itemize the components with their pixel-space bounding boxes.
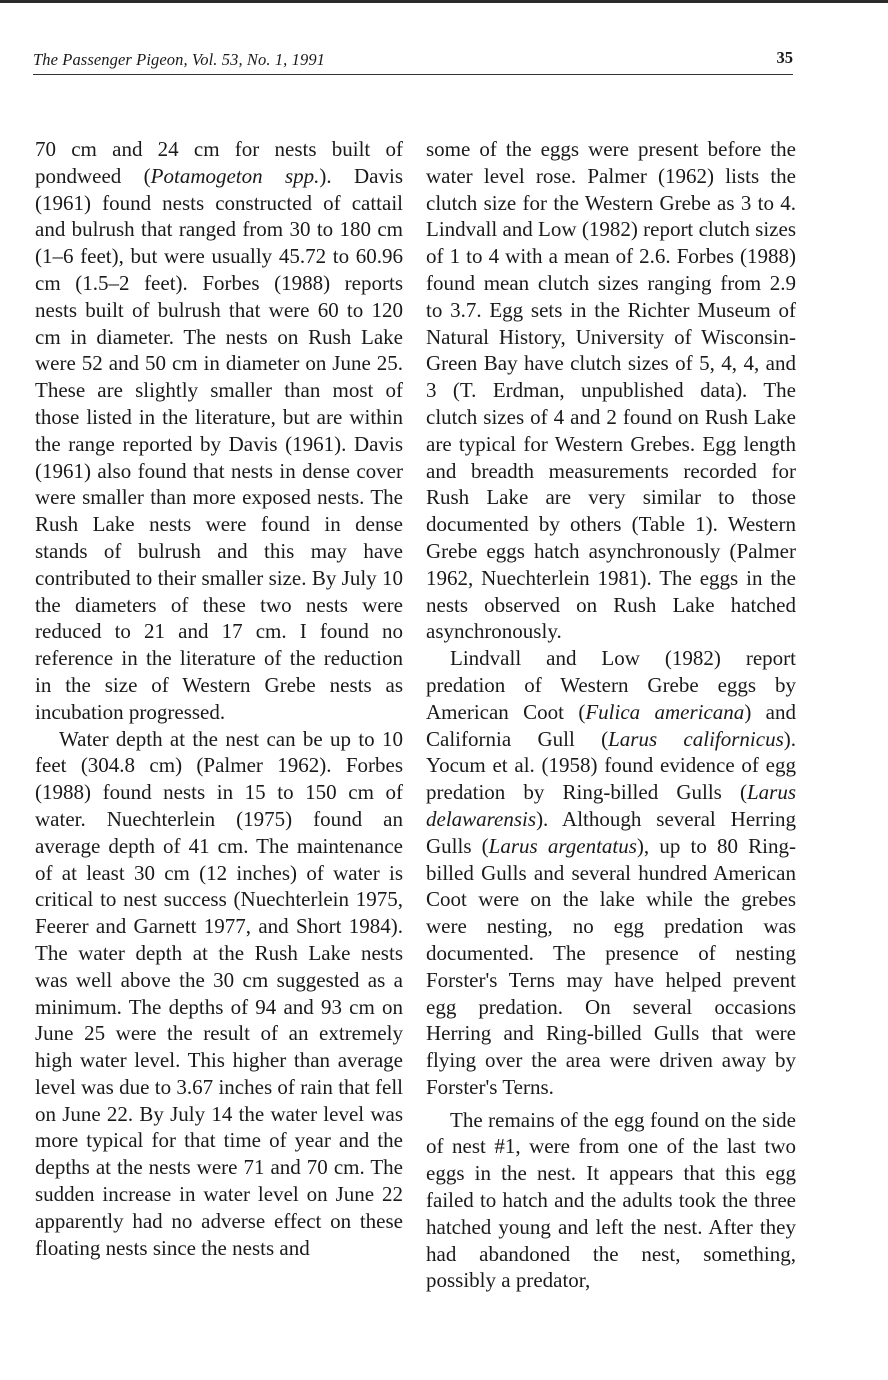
text-run: ). Yocum et al. (1958) found evidence of egg predation by Ring-billed Gulls ( [426,726,796,805]
text-run: ). Although several Herring Gulls ( [426,806,796,858]
paragraph [35,136,403,726]
right-column [426,136,796,1294]
paragraph [426,136,796,645]
paragraph [426,1107,796,1295]
left-column [35,136,403,1261]
species-name: Potamogeton spp. [150,163,320,188]
text-run: some of the eggs were present before the water level rose. Palmer (1962) lists the clutch size for the Western Grebe as 3 to 4. Lindvall and Low (1982) report clutch sizes of 1 to 4 with a mean of 2.6. Forbes (1988) found mean clutch sizes ranging from 2.9 to 3.7. Egg sets in the Richter Museum of Natural History, University of Wisconsin-Green Bay have clutch sizes of 5, 4, 4, and 3 (T. Erdman, unpublished data). The clutch sizes of 4 and 2 found on Rush Lake are typical for Western Grebes. Egg length and breadth measurements recorded for Rush Lake are very similar to those documented by others (Table 1). Western Grebe eggs hatch asynchronously (Palmer 1962, Nuechterlein 1981). The eggs in the nests observed on Rush Lake hatched asynchronously. [426,137,796,644]
top-border-rule [0,0,888,3]
text-run: ) and California Gull ( [426,699,796,751]
text-run: 70 cm and 24 cm for nests built of pondweed ( [35,137,403,188]
text-run: Lindvall and Low (1982) report predation of Western Grebe eggs by American Coot ( [426,646,796,724]
paragraph [426,645,796,1101]
species-name: Larus delawarensis [426,780,796,831]
text-run: ), up to 80 Ring-billed Gulls and several hundred American Coot were on the lake while the grebes were nesting, no egg predation was documented. The presence of nesting Forster's Terns may have helped prevent egg predation. On several occasions Herring and Ring-billed Gulls that were flying over the area were driven away by Forster's Terns. [426,833,796,1099]
species-name: Larus argentatus [488,833,637,858]
text-run: ). Davis (1961) found nests constructed of cattail and bulrush that ranged from 30 to 180 cm (1–6 feet), but were usually 45.72 to 60.96 cm (1.5–2 feet). Forbes (1988) reports nests built of bulrush that were 60 to 120 cm in diameter. The nests on Rush Lake were 52 and 50 cm in diameter on June 25. These are slightly smaller than most of those listed in the literature, but are within the range reported by Davis (1961). Davis (1961) also found that nests in dense cover were smaller than more exposed nests. The Rush Lake nests were found in dense stands of bulrush and this may have contributed to their smaller size. By July 10 the diameters of these two nests were reduced to 21 and 17 cm. I found no reference in the literature of the reduction in the size of Western Grebe nests as incubation progressed. [35,163,403,724]
journal-citation: The Passenger Pigeon, Vol. 53, No. 1, 1991 [33,50,326,69]
paragraph [35,726,403,1262]
text-run: Water depth at the nest can be up to 10 feet (304.8 cm) (Palmer 1962). Forbes (1988) found nests in 15 to 150 cm of water. Nuechterlein (1975) found an average depth of 41 cm. The maintenance of at least 30 cm (12 inches) of water is critical to nest success (Nuechterlein 1975, Feerer and Garnett 1977, and Short 1984). The water depth at the Rush Lake nests was well above the 30 cm suggested as a minimum. The depths of 94 and 93 cm on June 25 were the result of an extremely high water level. This higher than average level was due to 3.67 inches of rain that fell on June 22. By July 14 the water level was more typical for that time of year and the depths at the nests were 71 and 70 cm. The sudden increase in water level on June 22 apparently had no adverse effect on these floating nests since the nests and [35,726,403,1260]
species-name: Larus californicus [608,726,784,751]
page-number: 35 [776,48,793,67]
text-run: The remains of the egg found on the side of nest #1, were from one of the last two eggs in the nest. It appears that this egg failed to hatch and the adults took the three hatched young and left the nest. After they had abandoned the nest, something, possibly a predator, [426,1107,796,1293]
species-name: Fulica americana [585,699,745,724]
running-header [33,48,793,75]
